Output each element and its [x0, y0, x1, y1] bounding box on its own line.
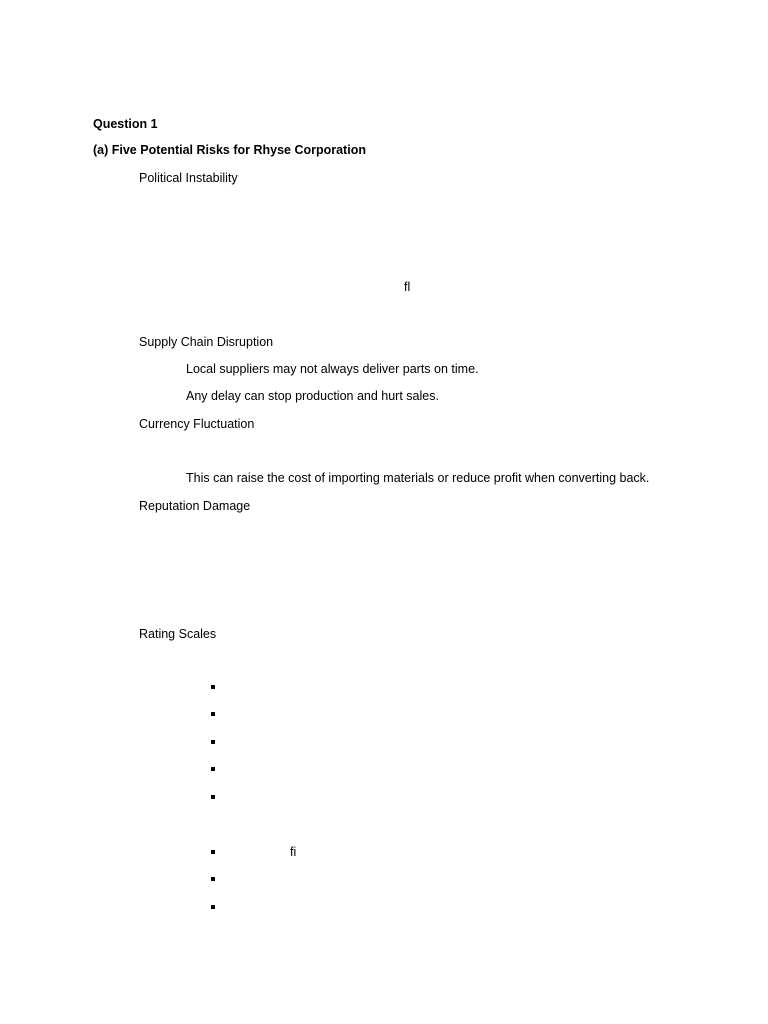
rating-bullet-6: [211, 850, 215, 854]
rating-bullet-5: [211, 795, 215, 799]
risk-supply-chain-disruption: Supply Chain Disruption: [139, 335, 274, 349]
risk-reputation-damage: Reputation Damage: [139, 499, 251, 513]
stray-ligature-fi: ﬁ: [290, 845, 297, 859]
rating-bullet-1: [211, 685, 215, 689]
risk-political-instability: Political Instability: [139, 171, 238, 185]
question-title: Question 1: [93, 117, 158, 131]
rating-bullet-7: [211, 877, 215, 881]
currency-point-1: This can raise the cost of importing materials or reduce profit when converting back.: [186, 471, 650, 485]
supply-chain-point-2: Any delay can stop production and hurt sales.: [186, 389, 439, 403]
rating-scales-heading: Rating Scales: [139, 627, 217, 641]
stray-ligature-fl: ﬂ: [404, 280, 411, 294]
rating-bullet-3: [211, 740, 215, 744]
rating-bullet-2: [211, 712, 215, 716]
risk-currency-fluctuation: Currency Fluctuation: [139, 417, 255, 431]
rating-bullet-4: [211, 767, 215, 771]
supply-chain-point-1: Local suppliers may not always deliver parts on time.: [186, 362, 479, 376]
section-heading: (a) Five Potential Risks for Rhyse Corporation: [93, 143, 366, 157]
rating-bullet-8: [211, 905, 215, 909]
